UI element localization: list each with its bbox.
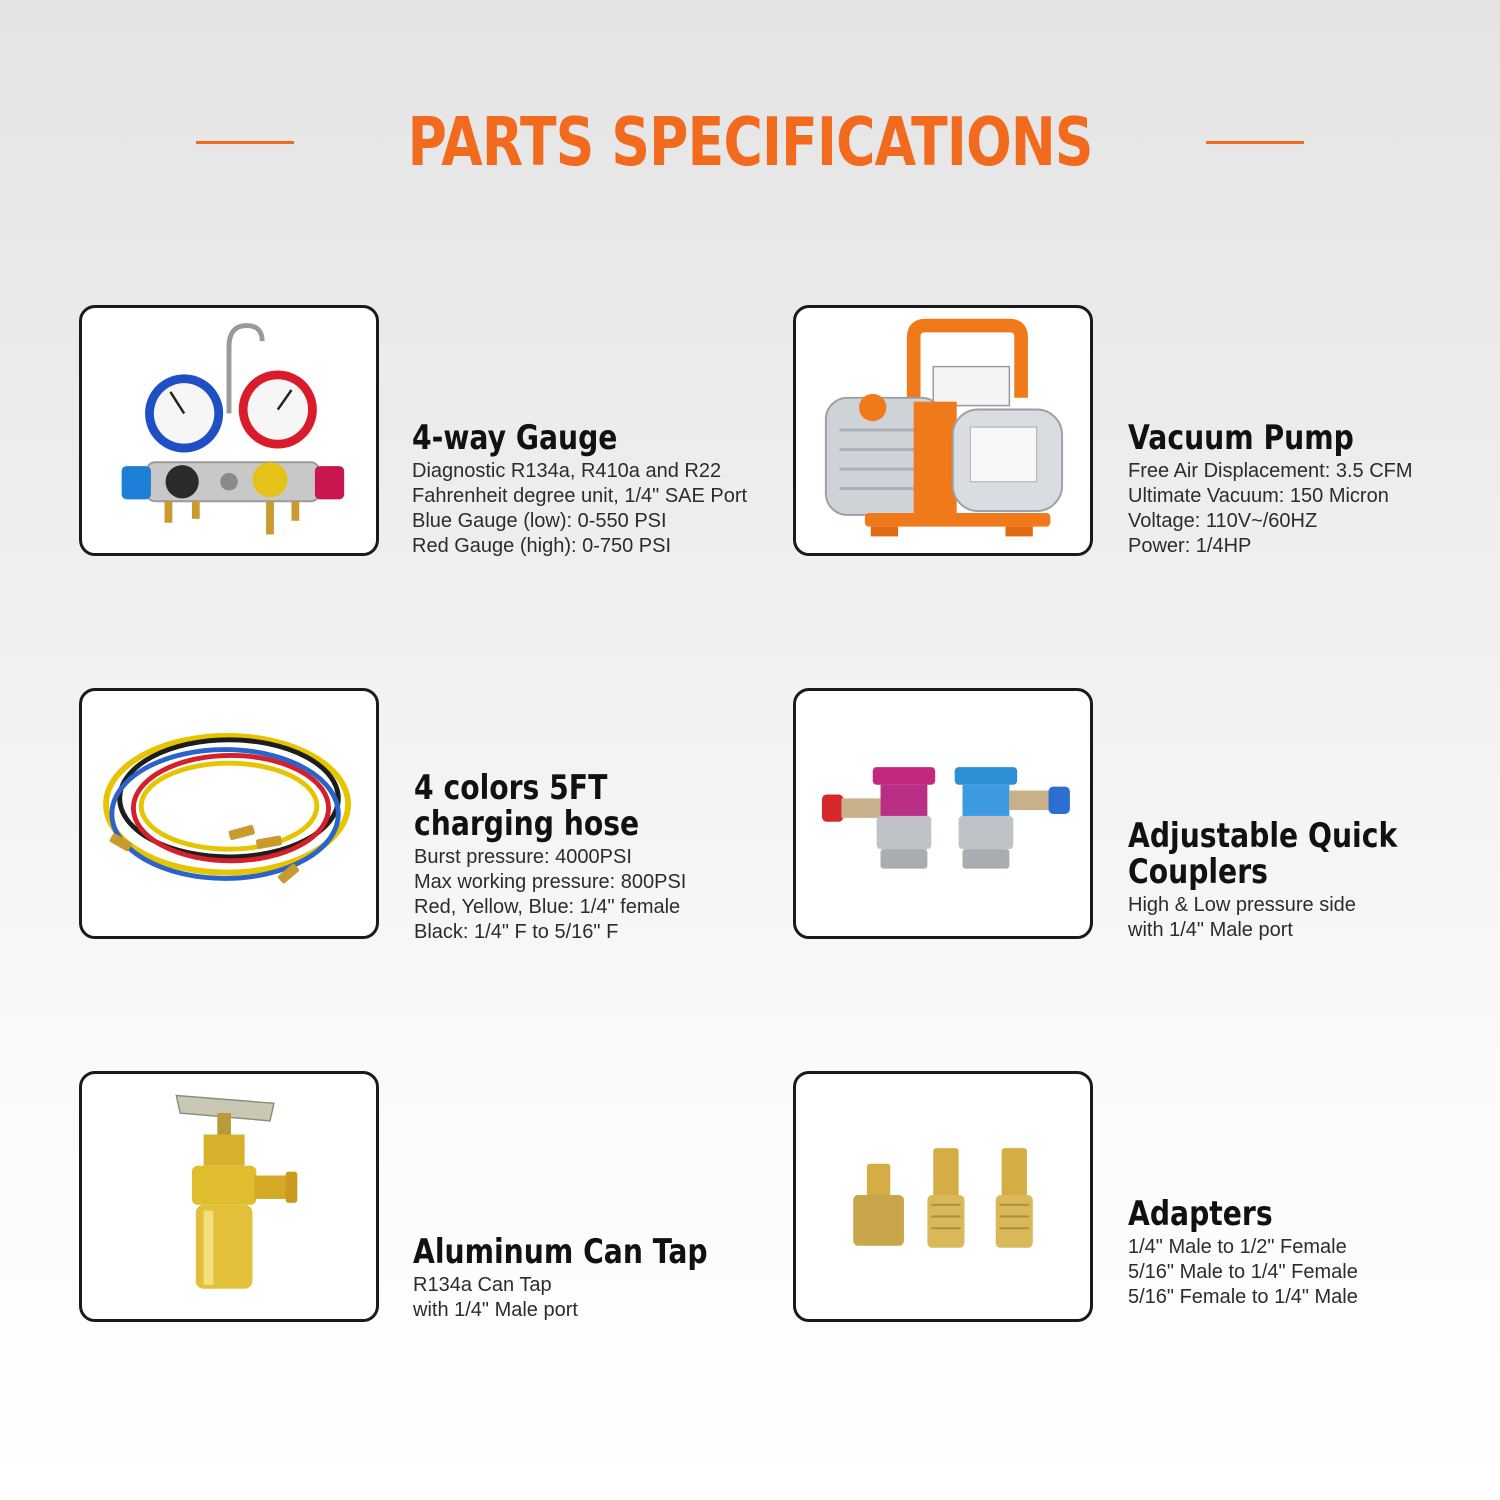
- manifold-gauge-icon: [82, 308, 376, 553]
- coupler-title-line: Couplers: [1128, 852, 1268, 892]
- page-header: [0, 100, 1500, 184]
- hose-spec-line: Red, Yellow, Blue: 1/4" female: [414, 896, 681, 918]
- adapters-spec-line: 5/16" Male to 1/4" Female: [1128, 1261, 1358, 1283]
- charging-hose-icon: [82, 691, 376, 936]
- can-tap-icon: [82, 1074, 376, 1319]
- adapters-title-line: Adapters: [1128, 1194, 1273, 1234]
- pump-spec-line: Ultimate Vacuum: 150 Micron: [1128, 485, 1389, 507]
- hose-spec-line: Burst pressure: 4000PSI: [414, 846, 632, 868]
- coupler-spec-block: [1128, 818, 1468, 943]
- coupler-spec-line: with 1/4" Male port: [1128, 919, 1293, 941]
- hose-title-line: 4 colors 5FT: [414, 768, 608, 808]
- page-title: PARTS SPECIFICATIONS: [407, 103, 1093, 181]
- adapters-spec-line: 5/16" Female to 1/4" Male: [1128, 1286, 1358, 1308]
- header-right-rule: [1206, 141, 1304, 144]
- pump-spec-line: Power: 1/4HP: [1128, 535, 1252, 557]
- can-tap-spec-block: [413, 1234, 753, 1323]
- pump-title-line: Vacuum Pump: [1128, 418, 1354, 458]
- pump-image-card: [793, 305, 1093, 556]
- gauge-spec-line: Diagnostic R134a, R410a and R22: [412, 460, 722, 482]
- can-tap-spec-line: R134a Can Tap: [413, 1274, 552, 1296]
- gauge-spec-line: Red Gauge (high): 0-750 PSI: [412, 535, 672, 557]
- can-tap-image-card: [79, 1071, 379, 1322]
- quick-coupler-icon: [796, 691, 1090, 936]
- adapters-spec-block: [1128, 1196, 1468, 1310]
- header-left-rule: [196, 141, 294, 144]
- hose-spec-block: [414, 770, 754, 945]
- gauge-spec-line: Fahrenheit degree unit, 1/4" SAE Port: [412, 485, 748, 507]
- gauge-spec-line: Blue Gauge (low): 0-550 PSI: [412, 510, 667, 532]
- adapters-title: [1128, 1196, 1410, 1232]
- hose-image-card: [79, 688, 379, 939]
- gauge-image-card: [79, 305, 379, 556]
- adapters-image-card: [793, 1071, 1093, 1322]
- gauge-spec-block: [412, 420, 752, 559]
- can-tap-spec-line: with 1/4" Male port: [413, 1299, 578, 1321]
- pump-spec-block: [1128, 420, 1468, 559]
- vacuum-pump-icon: [796, 308, 1090, 553]
- gauge-title-line: 4-way Gauge: [412, 418, 618, 458]
- coupler-title: [1128, 818, 1410, 890]
- coupler-title-line: Adjustable Quick: [1128, 816, 1398, 856]
- can-tap-title: [413, 1232, 708, 1272]
- pump-spec-line: Voltage: 110V~/60HZ: [1128, 510, 1318, 532]
- coupler-image-card: [793, 688, 1093, 939]
- coupler-spec-line: High & Low pressure side: [1128, 894, 1356, 916]
- pump-title: [1128, 420, 1410, 456]
- adapters-spec-line: 1/4" Male to 1/2" Female: [1128, 1236, 1347, 1258]
- can-tap-title-line: Aluminum Can Tap: [413, 1232, 708, 1272]
- hose-title-line: charging hose: [414, 804, 640, 844]
- hose-title: [414, 770, 696, 842]
- hose-spec-line: Max working pressure: 800PSI: [414, 871, 687, 893]
- hose-spec-line: Black: 1/4" F to 5/16" F: [414, 921, 619, 943]
- adapters-icon: [796, 1074, 1090, 1319]
- pump-spec-line: Free Air Displacement: 3.5 CFM: [1128, 460, 1413, 482]
- gauge-title: [412, 420, 694, 456]
